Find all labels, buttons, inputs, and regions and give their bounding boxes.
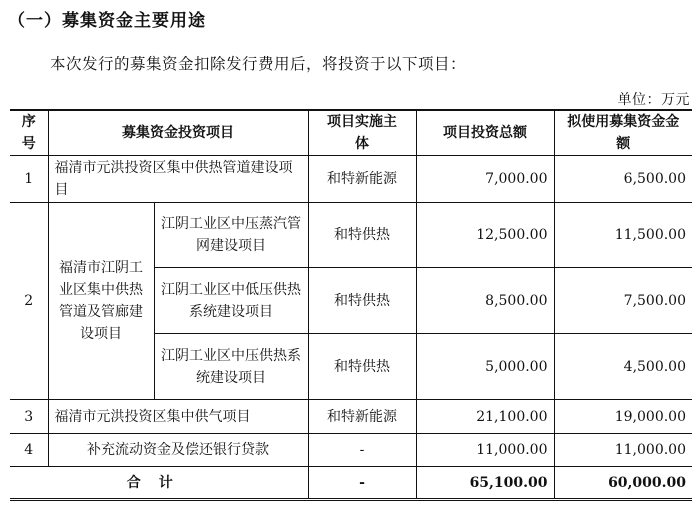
table-total-row (10, 467, 692, 500)
table-header-row (10, 110, 692, 156)
total-label: 合计 (10, 467, 308, 500)
header-total: 项目投资总额 (416, 110, 554, 156)
row-entity: 和特新能源 (308, 400, 416, 434)
table-row (10, 434, 692, 467)
header-seq: 序号 (10, 110, 48, 156)
row-proposed: 4,500.00 (554, 334, 692, 400)
row-total: 12,500.00 (416, 203, 554, 268)
row-entity: 和特供热 (308, 203, 416, 268)
row-seq: 2 (10, 203, 48, 400)
row-entity: - (308, 434, 416, 467)
row-project: 福清市元洪投资区集中供气项目 (48, 400, 308, 434)
row-subproject: 江阴工业区中压蒸汽管网建设项目 (154, 203, 308, 268)
row-subproject: 江阴工业区中低压供热系统建设项目 (154, 268, 308, 334)
row-proposed: 11,000.00 (554, 434, 692, 467)
table-row (10, 203, 692, 268)
table-row (10, 156, 692, 203)
row-entity: 和特供热 (308, 334, 416, 400)
table-row (10, 400, 692, 434)
row-entity: 和特供热 (308, 268, 416, 334)
total-amount: 65,100.00 (416, 467, 554, 500)
fund-usage-table (10, 109, 692, 501)
header-proposed: 拟使用募集资金金额 (554, 110, 692, 156)
row-proposed: 11,500.00 (554, 203, 692, 268)
row-total: 21,100.00 (416, 400, 554, 434)
unit-label: 单位：万元 (617, 92, 690, 108)
header-project: 募集资金投资项目 (48, 110, 308, 156)
row-project: 补充流动资金及偿还银行贷款 (48, 434, 308, 467)
row-total: 11,000.00 (416, 434, 554, 467)
row-total: 7,000.00 (416, 156, 554, 203)
row-parent-project: 福清市江阴工业区集中供热管道及管廊建设项目 (48, 203, 154, 400)
section-heading: （一）募集资金主要用途 (8, 11, 206, 31)
row-seq: 3 (10, 400, 48, 434)
row-entity: 和特新能源 (308, 156, 416, 203)
row-proposed: 7,500.00 (554, 268, 692, 334)
row-proposed: 6,500.00 (554, 156, 692, 203)
row-total: 5,000.00 (416, 334, 554, 400)
row-seq: 1 (10, 156, 48, 203)
row-proposed: 19,000.00 (554, 400, 692, 434)
row-subproject: 江阴工业区中压供热系统建设项目 (154, 334, 308, 400)
row-project: 福清市元洪投资区集中供热管道建设项目 (48, 156, 308, 203)
total-proposed: 60,000.00 (554, 467, 692, 500)
row-seq: 4 (10, 434, 48, 467)
total-entity: - (308, 467, 416, 500)
intro-paragraph: 本次发行的募集资金扣除发行费用后，将投资于以下项目： (50, 55, 467, 73)
header-entity: 项目实施主体 (308, 110, 416, 156)
row-total: 8,500.00 (416, 268, 554, 334)
